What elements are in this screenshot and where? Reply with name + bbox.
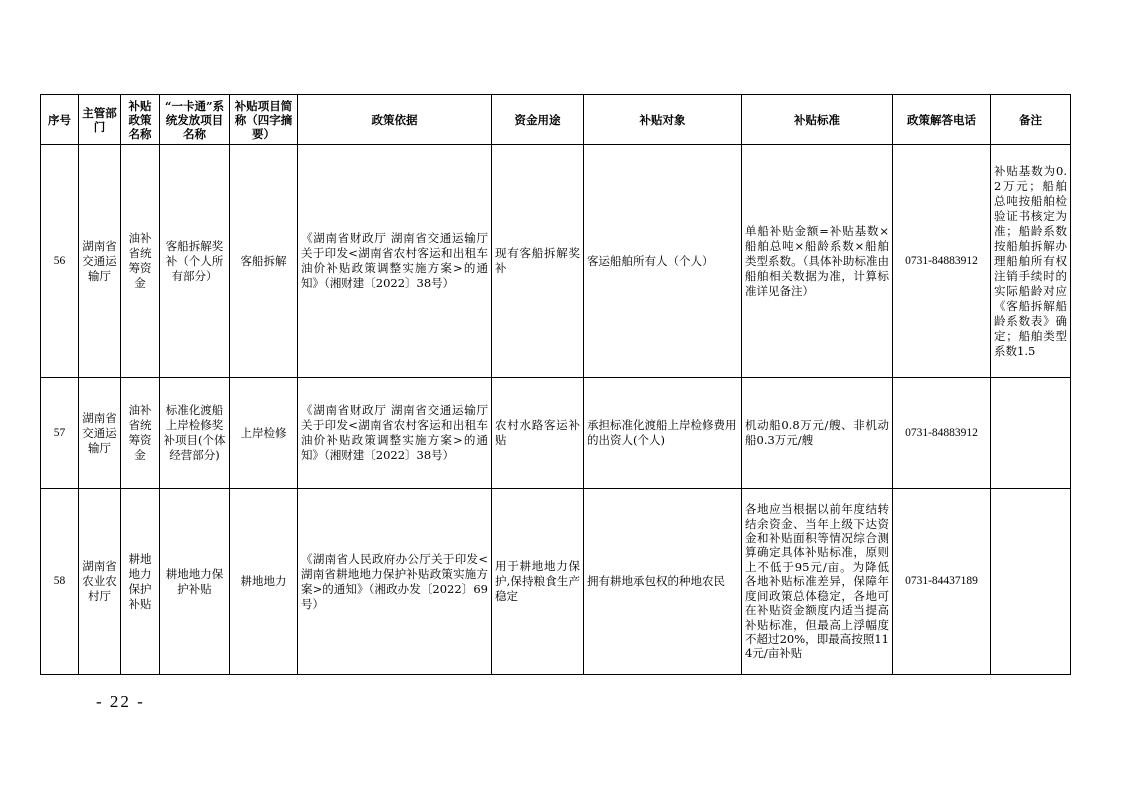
cell-basis: 《湖南省财政厅 湖南省交通运输厅关于印发<湖南省农村客运和出租车油价补贴政策调整实施方案>的通知》（湘财建〔2022〕38号） bbox=[298, 145, 492, 378]
cell-policy-name: 耕地地力保护补贴 bbox=[121, 489, 160, 675]
header-dept: 主管部门 bbox=[79, 95, 121, 145]
cell-seq: 57 bbox=[41, 378, 79, 489]
cell-usage: 用于耕地地力保护,保持粮食生产稳定 bbox=[492, 489, 584, 675]
cell-phone: 0731-84883912 bbox=[893, 145, 991, 378]
header-phone: 政策解答电话 bbox=[893, 95, 991, 145]
cell-remark bbox=[991, 489, 1071, 675]
cell-remark bbox=[991, 378, 1071, 489]
cell-target: 客运船舶所有人（个人） bbox=[584, 145, 742, 378]
cell-seq: 58 bbox=[41, 489, 79, 675]
header-card-item: “一卡通”系统发放项目名称 bbox=[160, 95, 230, 145]
cell-dept: 湖南省交通运输厅 bbox=[79, 378, 121, 489]
cell-basis: 《湖南省人民政府办公厅关于印发<湖南省耕地地力保护补贴政策实施方案>的通知》（湘政办发〔2022〕69号） bbox=[298, 489, 492, 675]
cell-standard: 各地应当根据以前年度结转结余资金、当年上级下达资金和补贴面积等情况综合测算确定具体补贴标准，原则上不低于95元/亩。为降低各地补贴标准差异，保障年度间政策总体稳定，各地可在补贴资金额度内适当提高补贴标准，但最高上浮幅度不超过20%，即最高按照114元/亩补贴 bbox=[742, 489, 893, 675]
cell-usage: 现有客船拆解奖补 bbox=[492, 145, 584, 378]
table-row bbox=[41, 489, 1071, 675]
cell-card-item: 客船拆解奖补（个人所有部分） bbox=[160, 145, 230, 378]
header-usage: 资金用途 bbox=[492, 95, 584, 145]
header-standard: 补贴标准 bbox=[742, 95, 893, 145]
cell-policy-name: 油补省统筹资金 bbox=[121, 378, 160, 489]
cell-phone: 0731-84437189 bbox=[893, 489, 991, 675]
subsidy-policy-table bbox=[40, 94, 1071, 675]
header-row bbox=[41, 95, 1071, 145]
header-remark: 备注 bbox=[991, 95, 1071, 145]
cell-phone: 0731-84883912 bbox=[893, 378, 991, 489]
header-target: 补贴对象 bbox=[584, 95, 742, 145]
table-row bbox=[41, 378, 1071, 489]
page-number: - 22 - bbox=[96, 692, 145, 711]
header-basis: 政策依据 bbox=[298, 95, 492, 145]
cell-short-name: 耕地地力 bbox=[230, 489, 298, 675]
cell-policy-name: 油补省统筹资金 bbox=[121, 145, 160, 378]
cell-seq: 56 bbox=[41, 145, 79, 378]
cell-target: 拥有耕地承包权的种地农民 bbox=[584, 489, 742, 675]
cell-dept: 湖南省交通运输厅 bbox=[79, 145, 121, 378]
cell-short-name: 上岸检修 bbox=[230, 378, 298, 489]
cell-basis: 《湖南省财政厅 湖南省交通运输厅关于印发<湖南省农村客运和出租车油价补贴政策调整实施方案>的通知》（湘财建〔2022〕38号） bbox=[298, 378, 492, 489]
cell-short-name: 客船拆解 bbox=[230, 145, 298, 378]
cell-card-item: 标准化渡船上岸检修奖补项目(个体经营部分) bbox=[160, 378, 230, 489]
header-seq: 序号 bbox=[41, 95, 79, 145]
cell-target: 承担标准化渡船上岸检修费用的出资人(个人) bbox=[584, 378, 742, 489]
cell-remark: 补贴基数为0.2万元；船舶总吨按船舶检验证书核定为准；船龄系数按船舶拆解办理船舶所有权注销手续时的实际船龄对应《客船拆解船龄系数表》确定；船舶类型系数1.5 bbox=[991, 145, 1071, 378]
table-row bbox=[41, 145, 1071, 378]
cell-card-item: 耕地地力保护补贴 bbox=[160, 489, 230, 675]
cell-dept: 湖南省农业农村厅 bbox=[79, 489, 121, 675]
header-short-name: 补贴项目简称（四字摘要） bbox=[230, 95, 298, 145]
cell-standard: 单船补贴金额=补贴基数×船舶总吨×船龄系数×船舶类型系数。（具体补助标准由船舶相关数据为准，计算标准详见备注） bbox=[742, 145, 893, 378]
cell-usage: 农村水路客运补贴 bbox=[492, 378, 584, 489]
cell-standard: 机动船0.8万元/艘、非机动船0.3万元/艘 bbox=[742, 378, 893, 489]
header-policy-name: 补贴政策名称 bbox=[121, 95, 160, 145]
